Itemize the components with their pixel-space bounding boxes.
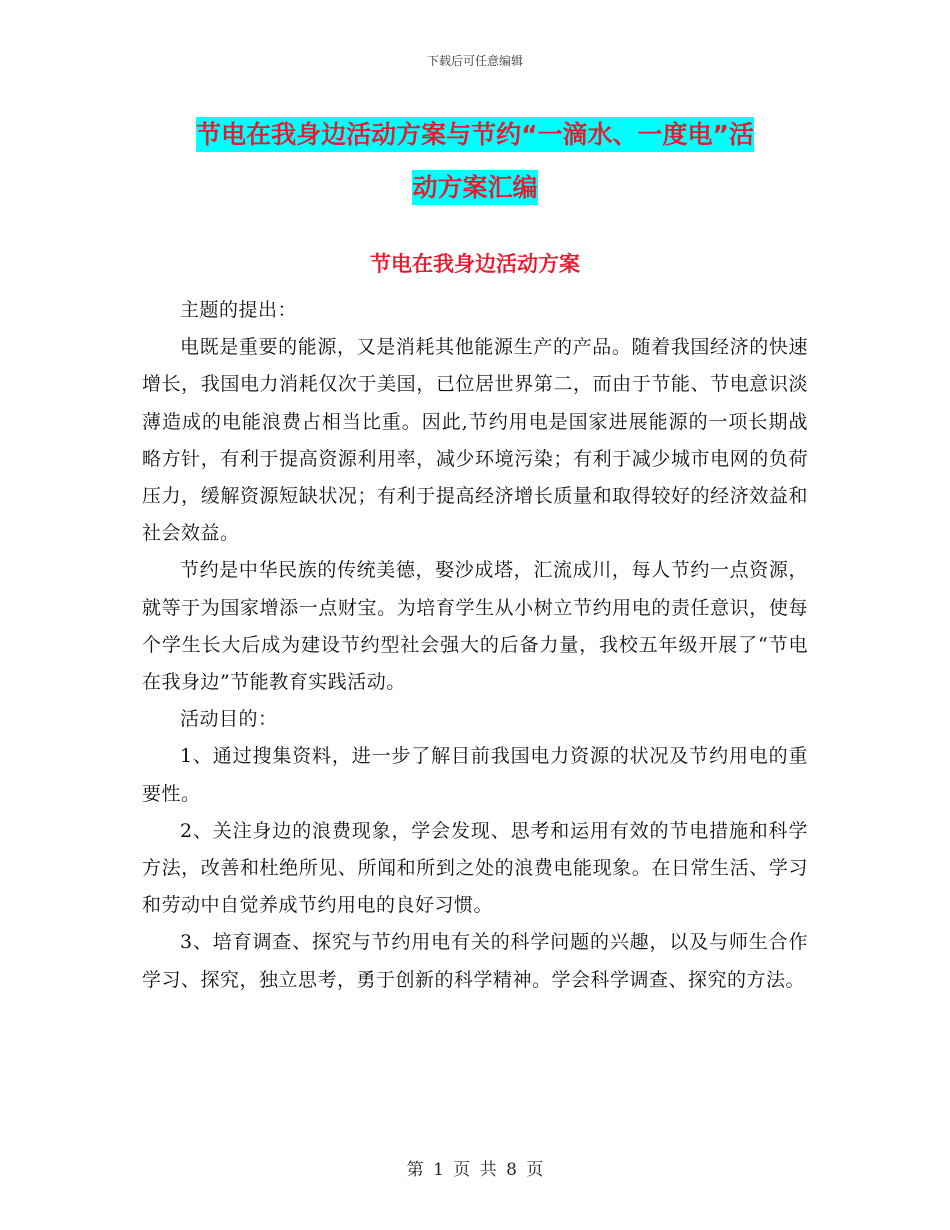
paragraph-goal-1: 1、通过搜集资料，进一步了解目前我国电力资源的状况及节约用电的重要性。 (142, 745, 808, 805)
paragraph-thrift-virtue: 节约是中华民族的传统美德，娶沙成塔，汇流成川，每人节约一点资源，就等于为国家增添一点财宝。为培育学生从小树立节约用电的责任意识，使每个学生长大后成为建设节约型社会强大的后备力量，我校五年级开展了“节电在我身边”节能教育实践活动。 (142, 559, 808, 694)
paragraph-topic-heading: 主题的提出： (180, 299, 298, 321)
paragraph-goal-2: 2、关注身边的浪费现象，学会发现、思考和运用有效的节电措施和科学方法，改善和杜绝所见、所闻和所到之处的浪费电能现象。在日常生活、学习和劳动中自觉养成节约用电的良好习惯。 (142, 819, 808, 917)
document-body (142, 292, 808, 999)
document-title (140, 108, 810, 214)
page-number-footer: 第 1 页 共 8 页 (406, 1160, 544, 1180)
paragraph-energy-background: 电既是重要的能源，又是消耗其他能源生产的产品。随着我国经济的快速增长，我国电力消耗仅次于美国，已位居世界第二，而由于节能、节电意识淡薄造成的电能浪费占相当比重。因此,节约用电是国家进展能源的一项长期战略方针，有利于提高资源利用率，减少环境污染；有利于减少城市电网的负荷压力，缓解资源短缺状况；有利于提高经济增长质量和取得较好的经济效益和社会效益。 (142, 336, 808, 545)
paragraph-goals-heading: 活动目的： (180, 708, 278, 731)
paragraph-goal-3: 3、培育调查、探究与节约用电有关的科学问题的兴趣，以及与师生合作学习、探究，独立思考，勇于创新的科学精神。学会科学调查、探究的方法。 (142, 931, 808, 991)
title-line-1: 节电在我身边活动方案与节约“一滴水、一度电”活 (196, 117, 754, 152)
title-line-2: 动方案汇编 (412, 170, 537, 205)
section-title: 节电在我身边活动方案 (370, 252, 580, 276)
page-header-note: 下载后可任意编辑 (426, 54, 523, 68)
